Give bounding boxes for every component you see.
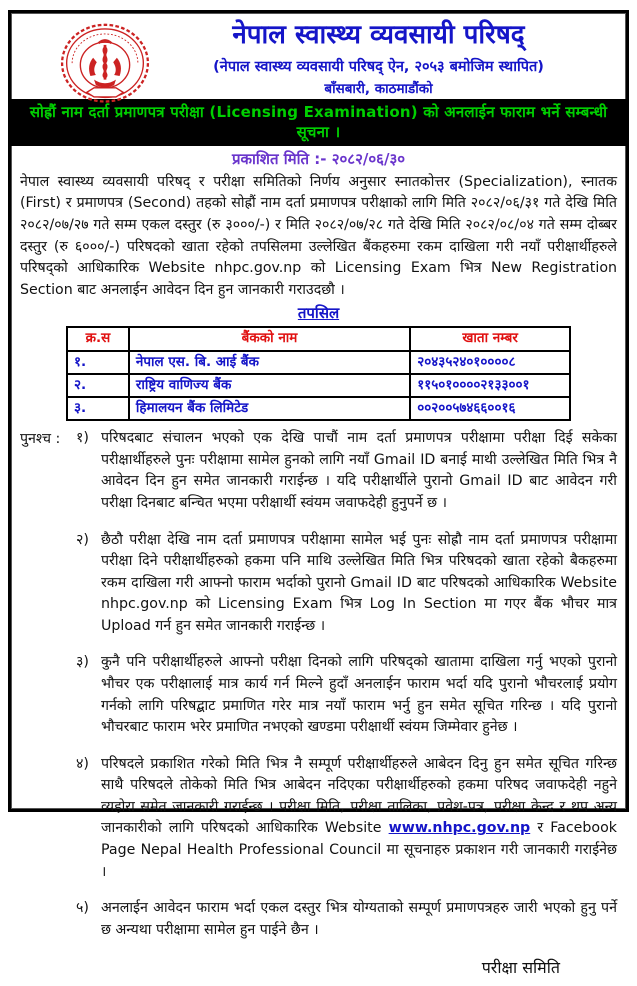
list-item — [76, 530, 617, 638]
list-item — [76, 652, 617, 738]
column-header-account: खाता नम्बर — [410, 327, 570, 350]
notice-title-banner: सोह्रौं नाम दर्ता प्रमाणपत्र परीक्षा (Licensing Examination) को अनलाईन फाराम भर्ने सम्बन्धी सूचना । — [11, 99, 626, 146]
postscript-items — [76, 428, 617, 956]
row-bank-name: हिमालयन बैंक लिमिटेड — [129, 397, 410, 420]
list-item — [76, 898, 617, 941]
row-bank-name: राष्ट्रिय वाणिज्य बैंक — [129, 374, 410, 397]
item-text: परिषदबाट संचालन भएको एक देखि पाचौं नाम दर्ता प्रमाणपत्र परीक्षामा परीक्षा दिई सकेका परीक्षार्थीहरुले पुनः परीक्षामा सामेल हुनको लागि नयाँ Gmail ID बनाई माथी उल्लेखित मिति भित्र नै आवेदन दिन हुन समेत जानकारी गराईन्छ । यदि परीक्षार्थीले पुरानो Gmail ID बाट आवेदन गरी परीक्षा दिनबाट बन्चित भएमा परीक्षार्थी स्वंयम जवाफदेही हुनुपर्ने छ । — [101, 430, 617, 511]
row-account-number: ००२००५७४६६००१६ — [410, 397, 570, 420]
item-text-after-link: र Facebook Page Nepal Health Professional Council मा सूचनाहरु प्रकाशन गरी जानकारी गराईनेछ । — [101, 820, 617, 880]
schedule-title-text: तपसिल — [297, 304, 340, 323]
item-number: २) — [76, 531, 89, 548]
row-bank-name: नेपाल एस. बि. आई बैंक — [129, 351, 410, 374]
list-item — [76, 754, 617, 883]
establishment-act-line: (नेपाल स्वास्थ्य व्यवसायी परिषद् ऐन, २०५३ बमोजिम स्थापित) — [213, 58, 544, 75]
table-header-row — [67, 327, 570, 350]
nhpc-website-link[interactable]: www.nhpc.gov.np — [388, 820, 531, 837]
row-sn: ३. — [67, 397, 129, 420]
title-block — [157, 21, 600, 97]
notice-document — [8, 10, 629, 978]
intro-paragraph: नेपाल स्वास्थ्य व्यवसायी परिषद् र परीक्षा समितिको निर्णय अनुसार स्नातकोत्तर (Specialization), स्नातक (First) र प्रमाणपत्र (Second) तहको सोह्रौं नाम दर्ता प्रमाणपत्र परीक्षाको लागि मिति २०८२/०६/३१ गते देखि मिति २०८२/०७/२७ गते सम्म एकल दस्तुर (रु ३०००/-) र मिति २०८२/०७/२८ गते देखि मिति २०८२/०८/०४ गते सम्म दोब्बर दस्तुर (रु ६०००/-) परिषदको खाता रहेको तपसिलमा उल्लेखित बैंकहरुमा रकम दाखिला गरी नयाँ परीक्षार्थीहरुले परिषद्को आधिकारिक Website nhpc.gov.np को Licensing Exam भित्र New Registration Section बाट अनलाईन आवेदन दिन हुन जानकारी गराउदछौ । — [20, 173, 617, 298]
postscript-label: पुनश्च : — [20, 431, 61, 448]
list-item — [76, 428, 617, 514]
bank-accounts-table — [66, 326, 571, 421]
postscript-section — [11, 423, 626, 956]
organization-address: बाँसबारी, काठमाडौंको — [324, 80, 433, 97]
item-text: कुनै पनि परीक्षार्थीहरुले आफ्नो परीक्षा दिनको लागि परिषद्को खातामा दाखिला गर्नु भएको पुरानो भौचर एक परीक्षालाई मात्र कार्य गर्न मिल्ने हुदाँ अनलाईन फाराम भर्दा यदि पुरानो भौचरलाई प्रयोग गर्नको लागि परिषद्बाट प्रमाणित गरेर मात्र नयाँ फाराम भर्नु हुन समेत सूचित गरिन्छ । यदि पुरानो भौचरबाट फाराम भरेर प्रमाणित नभएको खण्डमा परीक्षार्थी स्वंयम जिम्मेवार हुनेछ । — [101, 654, 617, 736]
row-account-number: ११५०१००००२१३३००१ — [410, 374, 570, 397]
item-text-before-link: परिषदले प्रकाशित गरेको मिति भित्र नै सम्पूर्ण परीक्षार्थीहरुले आबेदन दिनु हुन समेत सूचित गरिन्छ साथै परिषदले तोकेको मिति भित्र आबेदन नदिएका परीक्षार्थीहरुको हकमा परिषद जवाफदेही नहुने व्यहोरा समेत जानकारी गराईन्छ । परीक्षा मिति, परीक्षा तालिका, प्रवेश-पत्र, परीक्षा केन्द्र र थप अन्य जानकारीको लागि परिषदको आधिकारिक Website — [101, 755, 617, 837]
council-seal-logo — [59, 23, 151, 107]
council-seal-icon — [59, 23, 151, 107]
item-text — [98, 754, 617, 883]
organization-name: नेपाल स्वास्थ्य व्यवसायी परिषद् — [232, 20, 525, 50]
row-sn: २. — [67, 374, 129, 397]
table-row — [67, 397, 570, 420]
row-account-number: २०४३५२४०१००००८ — [410, 351, 570, 374]
item-number: ५) — [76, 900, 89, 917]
item-number: १) — [76, 430, 89, 447]
table-row — [67, 351, 570, 374]
document-header — [11, 13, 626, 99]
item-number: ३) — [76, 654, 89, 671]
published-date: प्रकाशित मिति :- २०८२/०६/३० — [231, 149, 406, 168]
item-text: अनलाईन आवेदन फाराम भर्दा एकल दस्तुर भित्र योग्यताको सम्पूर्ण प्रमाणपत्रहरु जारी भएको हुनु पर्ने छ अन्यथा परीक्षामा सामेल हुन पाईने छैन । — [101, 900, 617, 938]
column-header-bank: बैंकको नाम — [129, 327, 410, 350]
item-number: ४) — [76, 755, 89, 772]
schedule-title — [11, 303, 626, 323]
table-row — [67, 374, 570, 397]
signature-exam-committee: परीक्षा समिति — [481, 958, 560, 978]
row-sn: १. — [67, 351, 129, 374]
item-text: छैठौ परीक्षा देखि नाम दर्ता प्रमाणपत्र परीक्षामा सामेल भई पुनः सोह्रौ नाम दर्ता प्रमाणपत्र परीक्षामा परीक्षा दिने परीक्षार्थीहरुको हकमा पनि माथि उल्लेखित मिति भित्र परिषदको खाता रहेको बैकहरुमा रकम दाखिला गरी आफ्नो फाराम भर्दाको पुरानो Gmail ID बाट परिषदको आधिकारिक Website nhpc.gov.np को Licensing Exam भित्र Log In Section मा गएर बैंक भौचर मात्र Upload गर्न हुन समेत जानकारी गराईन्छ । — [101, 531, 617, 634]
column-header-sn: क्र.स — [67, 327, 129, 350]
